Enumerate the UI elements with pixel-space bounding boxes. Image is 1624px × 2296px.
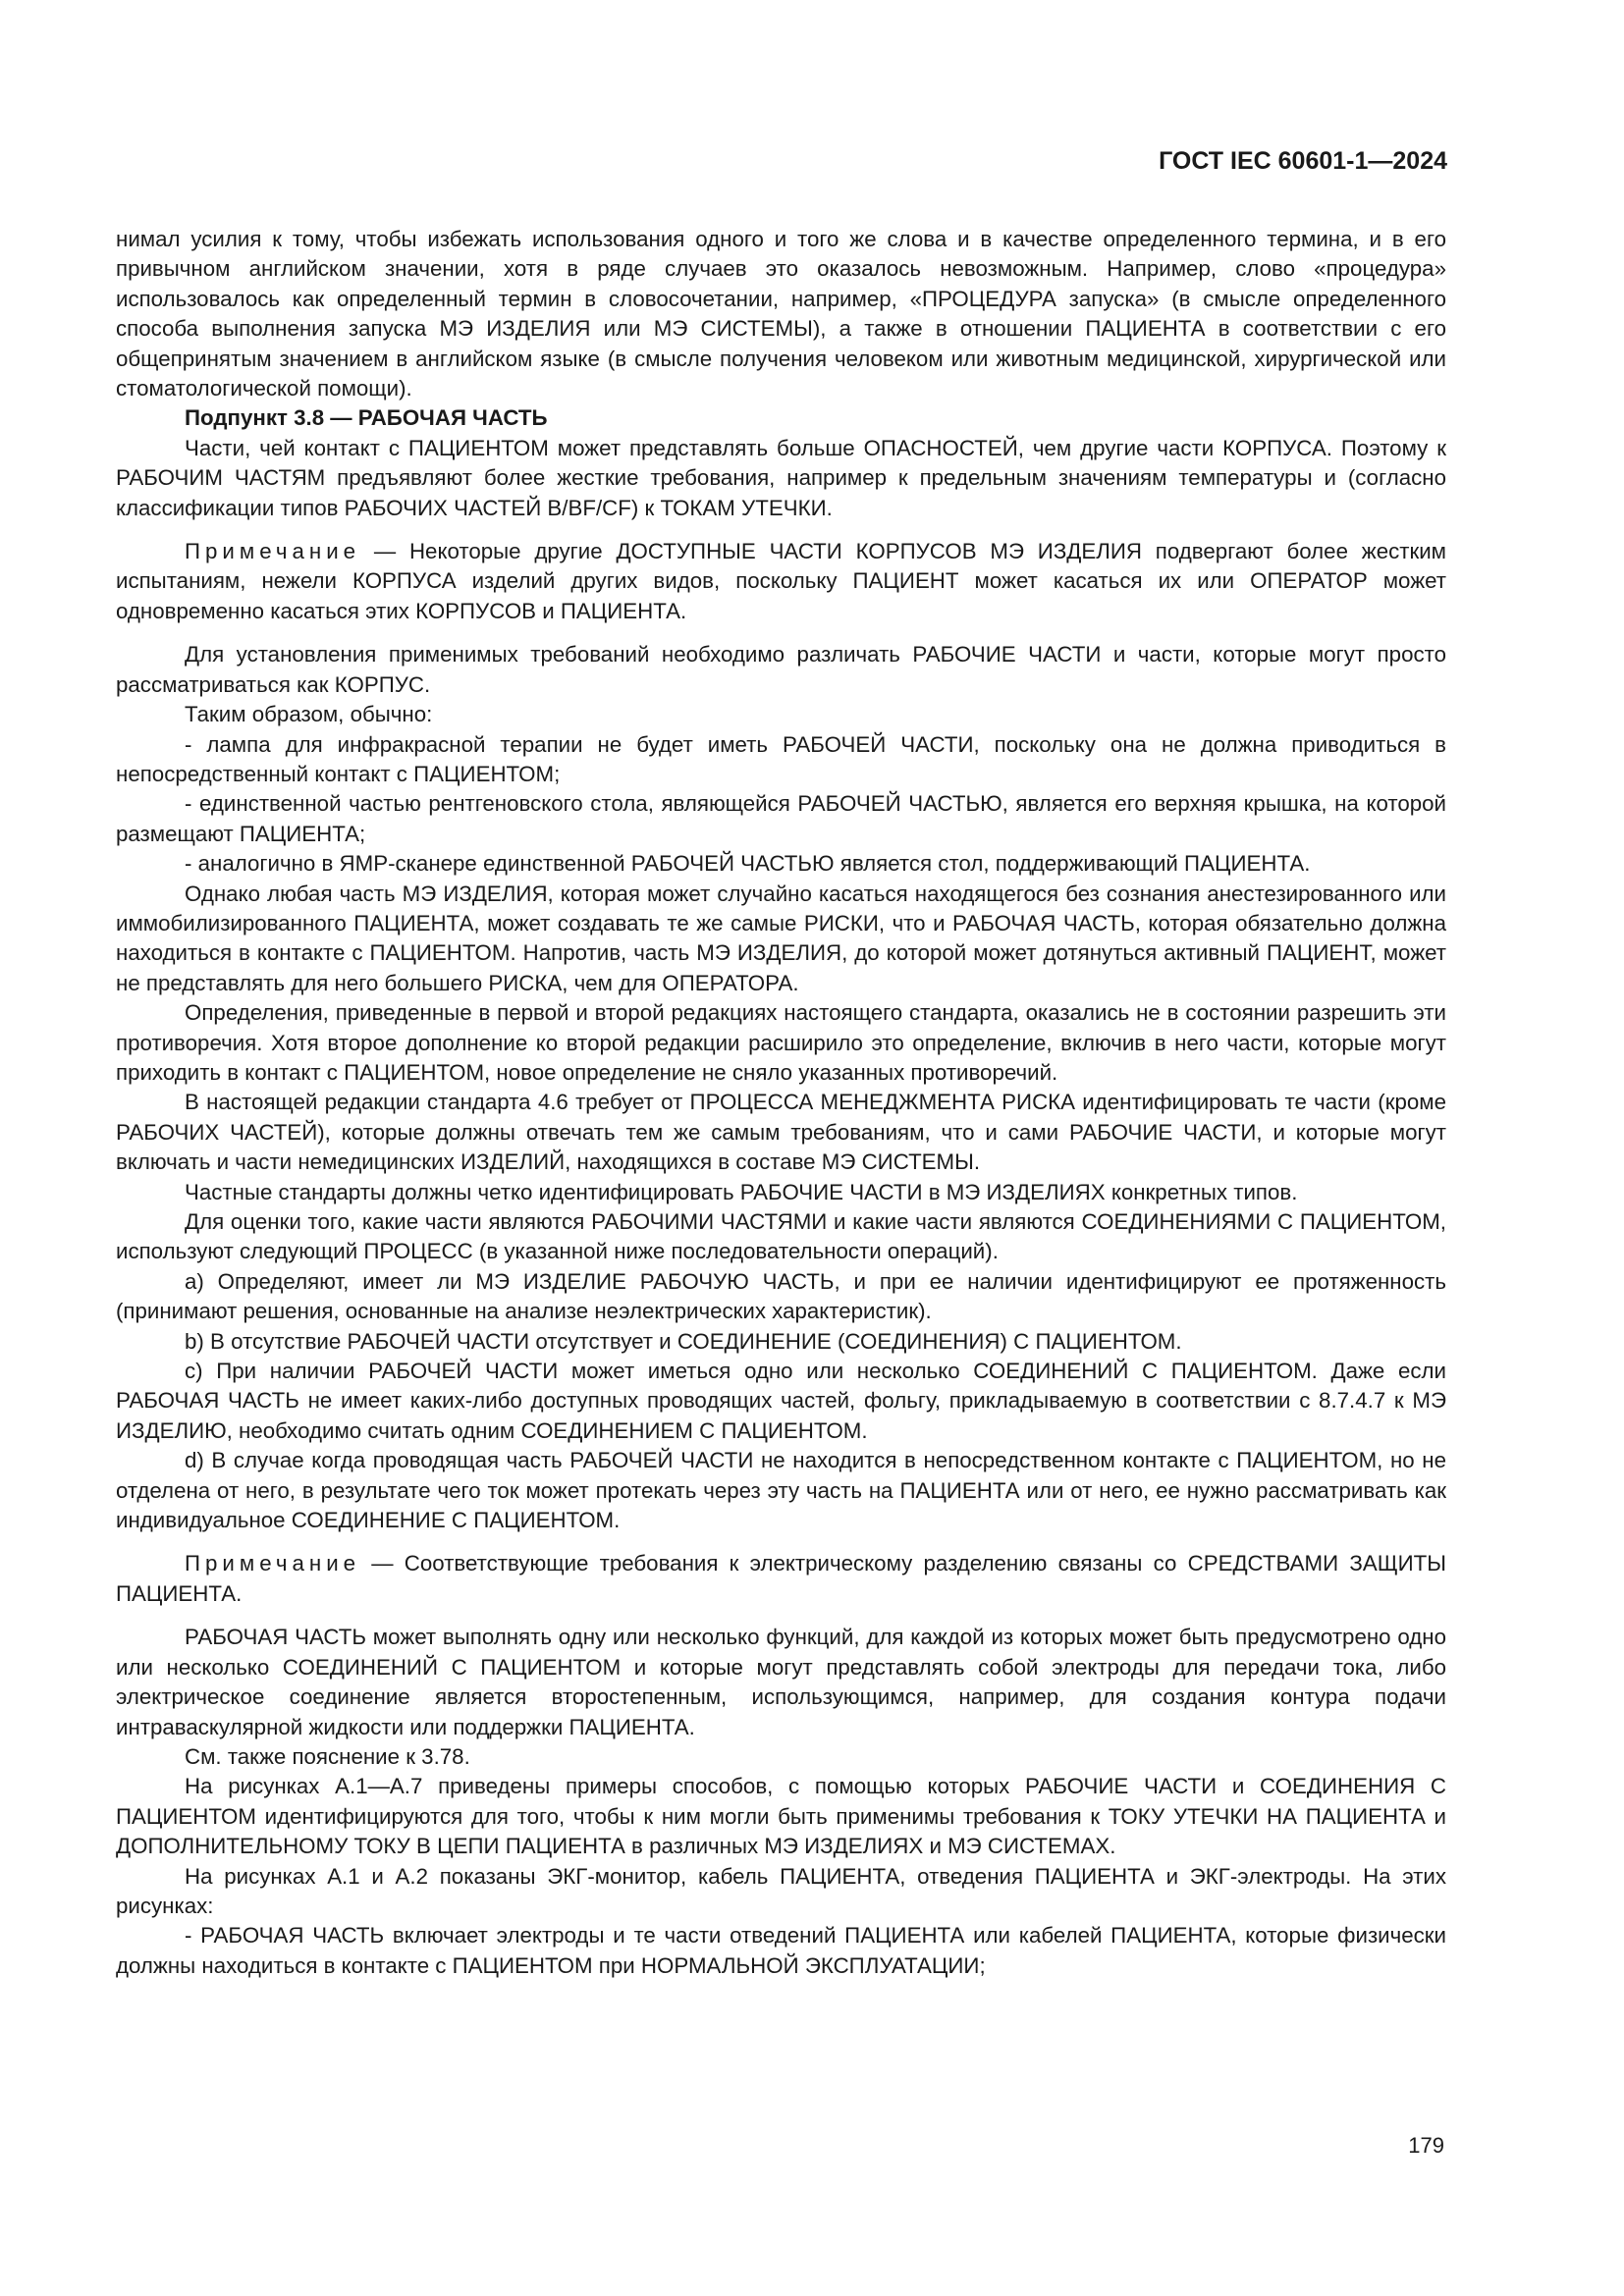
list-item: b) В отсутствие РАБОЧЕЙ ЧАСТИ отсутствует и СОЕДИНЕНИЕ (СОЕДИНЕНИЯ) С ПАЦИЕНТОМ. (185, 1328, 1182, 1354)
paragraph: Для оценки того, какие части являются РАБОЧИМИ ЧАСТЯМИ и какие части являются СОЕДИНЕНИЯМИ С ПАЦИЕНТОМ, используют следующий ПРОЦЕСС (в указанной ниже последовательности операций). (116, 1209, 1446, 1264)
note-label: Примечание (185, 1551, 361, 1576)
list-item: a) Определяют, имеет ли МЭ ИЗДЕЛИЕ РАБОЧУЮ ЧАСТЬ, и при ее наличии идентифицируют ее протяженность (принимают решения, основанные на анализе неэлектрических характеристик). (116, 1268, 1446, 1324)
page-number: 179 (1408, 2133, 1444, 2158)
paragraph: Определения, приведенные в первой и второй редакциях настоящего стандарта, оказались не в состоянии разрешить эти противоречия. Хотя второе дополнение ко второй редакции расширило это определение, включив в него части, которые могут приходить в контакт с ПАЦИЕНТОМ, новое определение не сняло указанных противоречий. (116, 1000, 1446, 1085)
paragraph: Для установления применимых требований необходимо различать РАБОЧИЕ ЧАСТИ и части, которые могут просто рассматриваться как КОРПУС. (116, 642, 1446, 697)
document-header: ГОСТ IEC 60601-1—2024 (1159, 147, 1447, 175)
list-item: - лампа для инфракрасной терапии не будет иметь РАБОЧЕЙ ЧАСТИ, поскольку она не должна приводиться в непосредственный контакт с ПАЦИЕНТОМ; (116, 731, 1446, 786)
list-item: - единственной частью рентгеновского стола, являющейся РАБОЧЕЙ ЧАСТЬЮ, является его верхняя крышка, на которой размещают ПАЦИЕНТА; (116, 791, 1446, 846)
list-item: d) В случае когда проводящая часть РАБОЧЕЙ ЧАСТИ не находится в непосредственном контакте с ПАЦИЕНТОМ, но не отделена от него, в результате чего ток может протекать через эту часть на ПАЦИЕНТА или от него, ее нужно рассматривать как индивидуальное СОЕДИНЕНИЕ С ПАЦИЕНТОМ. (116, 1448, 1446, 1533)
paragraph: Таким образом, обычно: (185, 702, 433, 727)
paragraph: Однако любая часть МЭ ИЗДЕЛИЯ, которая может случайно касаться находящегося без сознания анестезированного или иммобилизированного ПАЦИЕНТА, может создавать те же самые РИСКИ, что и РАБОЧАЯ ЧАСТЬ, которая обязательно должна находиться в контакте с ПАЦИЕНТОМ. Напротив, часть МЭ ИЗДЕЛИЯ, до которой может дотянуться активный ПАЦИЕНТ, может не представлять для него большего РИСКА, чем для ОПЕРАТОРА. (116, 881, 1446, 995)
note-text: — Соответствующие требования к электрическому разделению связаны со СРЕДСТВАМИ ЗАЩИТЫ ПАЦИЕНТА. (116, 1551, 1446, 1606)
list-item: c) При наличии РАБОЧЕЙ ЧАСТИ может иметься одно или несколько СОЕДИНЕНИЙ С ПАЦИЕНТОМ. Даже если РАБОЧАЯ ЧАСТЬ не имеет каких-либо доступных проводящих частей, фольгу, прикладываемую в соответствии с 8.7.4.7 к МЭ ИЗДЕЛИЮ, необходимо считать одним СОЕДИНЕНИЕМ С ПАЦИЕНТОМ. (116, 1359, 1446, 1443)
paragraph: нимал усилия к тому, чтобы избежать использования одного и того же слова и в качестве определенного термина, и в его привычном английском значении, хотя в ряде случаев это оказалось невозможным. Например, слово «процедура» использовалось как определенный термин в словосочетании, например, «ПРОЦЕДУРА запуска» (в смысле определенного способа выполнения запуска МЭ ИЗДЕЛИЯ или МЭ СИСТЕМЫ), а также в отношении ПАЦИЕНТА в соответствии с его общепринятым значением в английском языке (в смысле получения человеком или животным медицинской, хирургической или стоматологической помощи). (116, 227, 1446, 401)
list-item: - РАБОЧАЯ ЧАСТЬ включает электроды и те части отведений ПАЦИЕНТА или кабелей ПАЦИЕНТА, которые физически должны находиться в контакте с ПАЦИЕНТОМ при НОРМАЛЬНОЙ ЭКСПЛУАТАЦИИ; (116, 1923, 1446, 1978)
note-paragraph (116, 537, 1446, 626)
list-item: - аналогично в ЯМР-сканере единственной РАБОЧЕЙ ЧАСТЬЮ является стол, поддерживающий ПАЦИЕНТА. (185, 851, 1311, 877)
section-heading: Подпункт 3.8 — РАБОЧАЯ ЧАСТЬ (185, 405, 548, 431)
paragraph: См. также пояснение к 3.78. (185, 1743, 470, 1769)
paragraph: Частные стандарты должны четко идентифицировать РАБОЧИЕ ЧАСТИ в МЭ ИЗДЕЛИЯХ конкретных типов. (185, 1179, 1298, 1204)
paragraph: Части, чей контакт с ПАЦИЕНТОМ может представлять больше ОПАСНОСТЕЙ, чем другие части КОРПУСА. Поэтому к РАБОЧИМ ЧАСТЯМ предъявляют более жесткие требования, например к предельным значениям температуры и (согласно классификации типов РАБОЧИХ ЧАСТЕЙ B/BF/CF) к ТОКАМ УТЕЧКИ. (116, 435, 1446, 520)
paragraph: На рисунках А.1 и А.2 показаны ЭКГ-монитор, кабель ПАЦИЕНТА, отведения ПАЦИЕНТА и ЭКГ-электроды. На этих рисунках: (116, 1863, 1446, 1918)
paragraph: РАБОЧАЯ ЧАСТЬ может выполнять одну или несколько функций, для каждой из которых может быть предусмотрено одно или несколько СОЕДИНЕНИЙ С ПАЦИЕНТОМ и которые могут представлять собой электроды для передачи тока, либо электрическое соединение является второстепенным, использующимся, например, для создания контура подачи интраваскулярной жидкости или поддержки ПАЦИЕНТА. (116, 1625, 1446, 1739)
note-text: — Некоторые другие ДОСТУПНЫЕ ЧАСТИ КОРПУСОВ МЭ ИЗДЕЛИЯ подвергают более жестким испытаниям, нежели КОРПУСА изделий других видов, поскольку ПАЦИЕНТ может касаться их или ОПЕРАТОР может одновременно касаться этих КОРПУСОВ и ПАЦИЕНТА. (116, 539, 1446, 623)
paragraph: На рисунках А.1—А.7 приведены примеры способов, с помощью которых РАБОЧИЕ ЧАСТИ и СОЕДИНЕНИЯ С ПАЦИЕНТОМ идентифицируются для того, чтобы к ним могли быть применимы требования к ТОКУ УТЕЧКИ НА ПАЦИЕНТА и ДОПОЛНИТЕЛЬНОМУ ТОКУ В ЦЕПИ ПАЦИЕНТА в различных МЭ ИЗДЕЛИЯХ и МЭ СИСТЕМАХ. (116, 1774, 1446, 1859)
note-label: Примечание (185, 539, 361, 564)
paragraph: В настоящей редакции стандарта 4.6 требует от ПРОЦЕССА МЕНЕДЖМЕНТА РИСКА идентифицировать те части (кроме РАБОЧИХ ЧАСТЕЙ), которые должны отвечать тем же самым требованиям, что и сами РАБОЧИЕ ЧАСТИ, и которые могут включать и части немедицинских ИЗДЕЛИЙ, находящихся в составе МЭ СИСТЕМЫ. (116, 1090, 1446, 1175)
document-body (116, 225, 1446, 1981)
note-paragraph (116, 1549, 1446, 1609)
